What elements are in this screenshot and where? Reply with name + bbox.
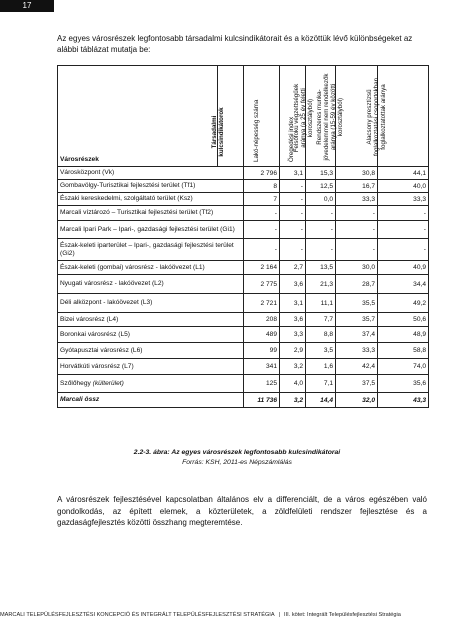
row-value-1: 3,1: [280, 294, 306, 313]
row-value-0: 2 796: [244, 167, 280, 180]
row-value-1: 3,2: [280, 359, 306, 375]
row-value-0: 489: [244, 327, 280, 343]
row-value-0: 125: [244, 375, 280, 393]
table-corner-header: [58, 66, 218, 167]
row-district-name: Északi kereskedelmi, szolgáltató terület (Ksz): [58, 193, 244, 206]
row-value-2: 7,7: [306, 313, 336, 327]
row-value-2: 13,5: [306, 261, 336, 275]
table-row: [58, 193, 429, 206]
row-value-4: -: [378, 239, 429, 261]
row-value-0: 7: [244, 193, 280, 206]
row-value-0: 208: [244, 313, 280, 327]
row-value-2: 0,0: [306, 193, 336, 206]
row-value-1: 3,6: [280, 275, 306, 294]
table-row: [58, 221, 429, 239]
table-row: [58, 239, 429, 261]
row-value-3: 35,7: [336, 313, 378, 327]
row-value-4: 35,6: [378, 375, 429, 393]
row-district-name: Déli alközpont - lakóövezet (L3): [58, 294, 244, 313]
footer-left: MARCALI TELEPÜLÉSFEJLESZTÉSI KONCEPCIÓ ÉS INTEGRÁLT TELEPÜLÉSFEJLESZTÉSI STRATÉGIA: [0, 612, 275, 618]
row-value-2: 1,6: [306, 359, 336, 375]
row-district-name: Gyótapusztai városrész (L6): [58, 343, 244, 359]
caption-title: 2.2-3. ábra: Az egyes városrészek legfontosabb kulcsindikátorai: [133, 449, 341, 456]
row-value-0: -: [244, 239, 280, 261]
row-value-3: 16,7: [336, 180, 378, 193]
row-value-2: 21,3: [306, 275, 336, 294]
row-value-4: 74,0: [378, 359, 429, 375]
row-value-2: 11,1: [306, 294, 336, 313]
row-district-name: Horvátkúti városrész (L7): [58, 359, 244, 375]
table-header-row: [58, 66, 429, 167]
column-header-low-prestige: [366, 66, 429, 167]
row-value-1: 2,7: [280, 261, 306, 275]
row-district-name: Nyugati városrész - lakóövezet (L2): [58, 275, 244, 294]
table-row: [58, 359, 429, 375]
table-row: [58, 167, 429, 180]
row-district-name: Marcali össz: [58, 393, 244, 408]
row-value-1: -: [280, 180, 306, 193]
row-value-0: 341: [244, 359, 280, 375]
column-label-higher-education: Felsőfokú végzettségűek aránya (a 25 év feletti korosztályból): [293, 83, 314, 153]
column-label-no-income: Rendszeres munka-jövedelemmel nem rendelkezők aránya (15-59 év közötti korosztályból): [316, 73, 344, 161]
table-row: [58, 393, 429, 408]
row-value-4: 49,2: [378, 294, 429, 313]
row-district-name: Marcali víztározó – Turisztikai fejlesztési terület (Tf2): [58, 206, 244, 221]
row-value-0: 2 775: [244, 275, 280, 294]
row-value-2: 8,8: [306, 327, 336, 343]
row-value-3: 33,3: [336, 343, 378, 359]
row-value-2: 12,5: [306, 180, 336, 193]
row-value-0: 8: [244, 180, 280, 193]
row-value-4: 43,3: [378, 393, 429, 408]
row-value-4: 40,0: [378, 180, 429, 193]
row-value-3: 37,4: [336, 327, 378, 343]
row-value-4: -: [378, 206, 429, 221]
table-row: [58, 261, 429, 275]
table-row: [58, 313, 429, 327]
row-value-3: 32,0: [336, 393, 378, 408]
page-number: 17: [0, 0, 54, 12]
row-value-1: 3,6: [280, 313, 306, 327]
row-value-1: 3,3: [280, 327, 306, 343]
table-row: [58, 180, 429, 193]
row-value-3: -: [336, 239, 378, 261]
row-value-4: 34,4: [378, 275, 429, 294]
row-value-1: -: [280, 193, 306, 206]
row-value-2: 7,1: [306, 375, 336, 393]
intro-text: Az egyes városrészek legfontosabb társadalmi kulcsindikátorait és a közöttük lévő különbségeket az alábbi táblázat mutatja be:: [57, 34, 413, 54]
indicator-table: [57, 65, 429, 408]
column-label-population: Lakó-népesség száma: [253, 99, 260, 162]
row-value-4: -: [378, 221, 429, 239]
row-district-name: Városközpont (Vk): [58, 167, 244, 180]
row-value-1: 3,1: [280, 167, 306, 180]
table-row: [58, 294, 429, 313]
column-header-indicators: [211, 66, 244, 167]
row-value-0: 2 721: [244, 294, 280, 313]
row-value-0: 2 164: [244, 261, 280, 275]
row-value-1: 4,0: [280, 375, 306, 393]
footer-separator: |: [278, 612, 281, 618]
row-value-0: 99: [244, 343, 280, 359]
row-value-2: -: [306, 239, 336, 261]
row-value-2: -: [306, 206, 336, 221]
row-value-1: -: [280, 221, 306, 239]
row-district-name: Szőlőhegy (külterület): [58, 375, 244, 393]
column-header-population: [244, 66, 280, 167]
row-value-3: 33,3: [336, 193, 378, 206]
row-value-3: 28,7: [336, 275, 378, 294]
row-value-3: 30,0: [336, 261, 378, 275]
row-district-name: Gombavölgy-Turisztikai fejlesztési terület (Tf1): [58, 180, 244, 193]
caption-source: Forrás: KSH, 2011-es Népszámlálás: [182, 459, 292, 466]
row-value-3: 42,4: [336, 359, 378, 375]
row-value-3: 30,8: [336, 167, 378, 180]
row-value-1: -: [280, 239, 306, 261]
row-value-0: -: [244, 206, 280, 221]
row-value-1: 3,2: [280, 393, 306, 408]
corner-bottom-label: Városrészek: [60, 156, 99, 163]
body-paragraph: A városrészek fejlesztésével kapcsolatban általános elv a differenciált, de a város egészében való gondolkodás, az épített elemek, a közterületek, a zöldfelületi rendszer fejlesztése és a gazdaságfejlesztés közötti összhang megteremtése.: [57, 495, 427, 527]
column-label-aging: Öregedési index: [288, 116, 295, 162]
table-row: [58, 206, 429, 221]
row-value-3: 37,5: [336, 375, 378, 393]
row-value-1: 2,9: [280, 343, 306, 359]
row-value-2: 3,5: [306, 343, 336, 359]
row-value-4: 48,9: [378, 327, 429, 343]
figure-source: [0, 459, 474, 466]
column-label-low-prestige: Alacsony presztízsű foglalkoztatási csoportokban foglalkoztatottak aránya: [366, 77, 387, 157]
row-value-4: 44,1: [378, 167, 429, 180]
row-value-0: 11 736: [244, 393, 280, 408]
row-district-name: Marcali Ipari Park – Ipari-, gazdasági fejlesztési terület (Gi1): [58, 221, 244, 239]
row-value-3: -: [336, 206, 378, 221]
row-value-4: 40,9: [378, 261, 429, 275]
row-value-0: -: [244, 221, 280, 239]
page-footer: [0, 612, 474, 618]
footer-right: III. kötet: Integrált Településfejlesztési Stratégia: [284, 612, 401, 618]
table-row: [58, 375, 429, 393]
table-row: [58, 343, 429, 359]
row-value-3: -: [336, 221, 378, 239]
row-value-1: -: [280, 206, 306, 221]
figure-caption: [0, 449, 474, 456]
table-row: [58, 327, 429, 343]
row-value-3: 35,5: [336, 294, 378, 313]
row-district-name: Észak-keleti (gombai) városrész - lakóövezet (L1): [58, 261, 244, 275]
row-district-name: Észak-keleti iparterület – Ipari-, gazdasági fejlesztési terület (Gi2): [58, 239, 244, 261]
row-value-4: 58,8: [378, 343, 429, 359]
row-value-4: 33,3: [378, 193, 429, 206]
corner-top-label: Társadalmi kulcsindikátorok: [211, 107, 225, 157]
row-value-4: 50,6: [378, 313, 429, 327]
row-value-2: -: [306, 221, 336, 239]
row-district-name: Bizei városrész (L4): [58, 313, 244, 327]
row-value-2: 15,3: [306, 167, 336, 180]
row-value-2: 14,4: [306, 393, 336, 408]
table-row: [58, 275, 429, 294]
row-district-name: Boronkai városrész (L5): [58, 327, 244, 343]
